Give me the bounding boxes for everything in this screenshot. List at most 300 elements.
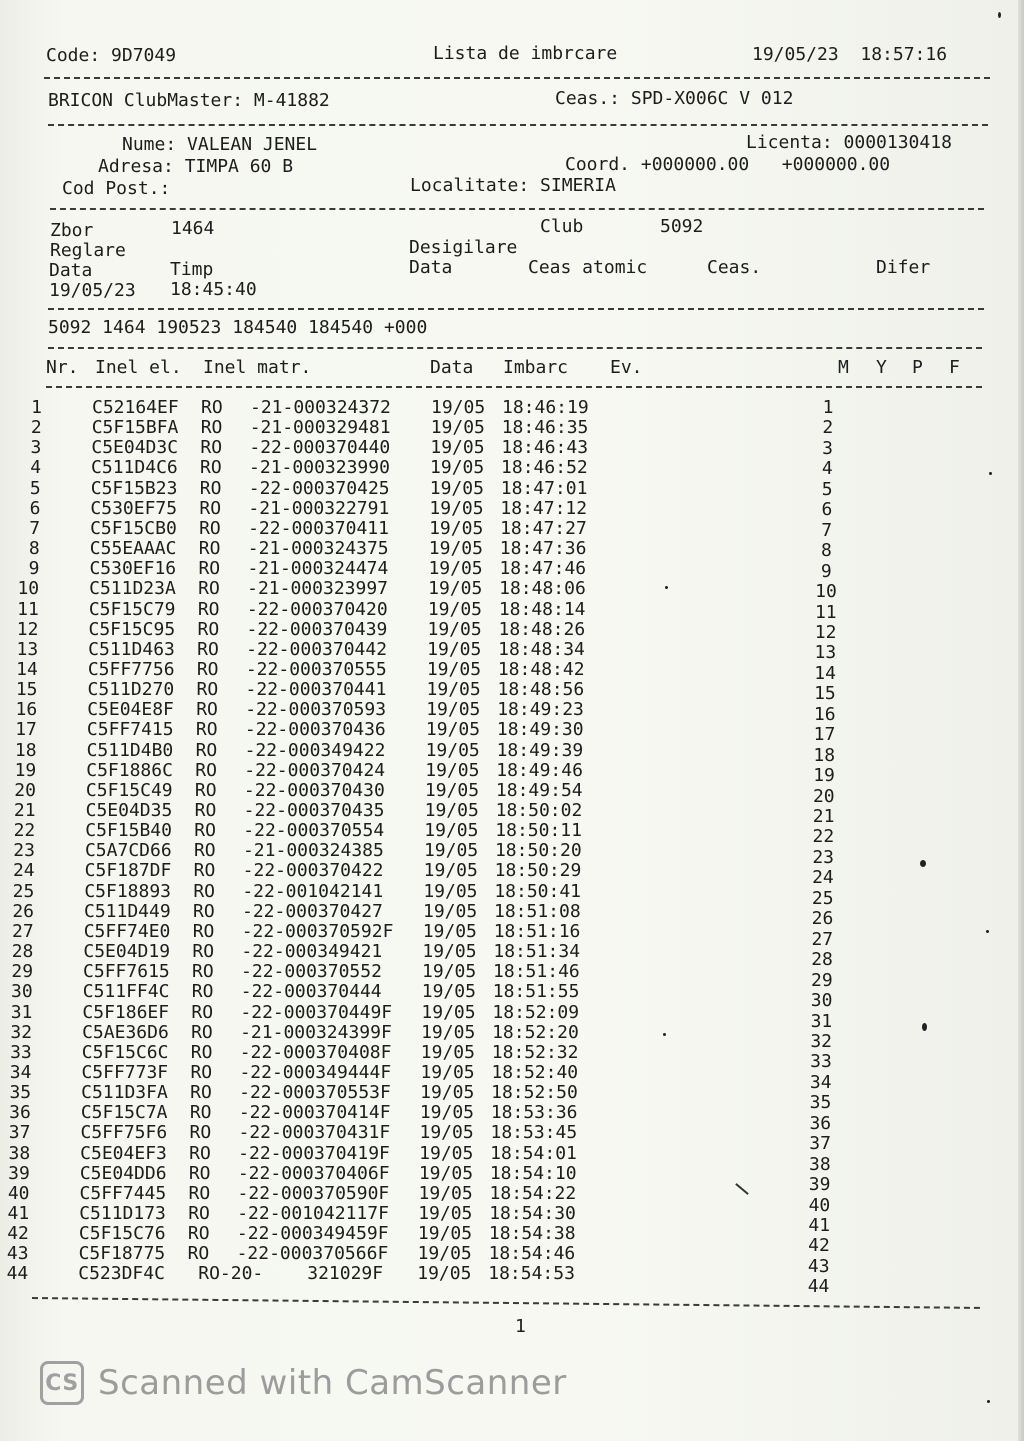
row-date: 19/05	[427, 618, 482, 640]
row-inel-matr: -22-000370430	[243, 779, 385, 801]
row-inel-el: C5FF7756	[87, 658, 175, 680]
table-row	[0, 499, 998, 519]
row-country: RO	[192, 941, 215, 963]
divider	[50, 208, 984, 210]
row-country: RO	[193, 840, 216, 862]
row-inel-el: C5E04D35	[85, 800, 173, 821]
row-inel-matr: -22-000370419F	[238, 1142, 390, 1164]
row-date: 19/05	[428, 558, 483, 580]
row-m: 10	[815, 581, 837, 603]
row-country: RO	[188, 1182, 211, 1204]
table-row	[0, 800, 994, 827]
row-inel-matr: -21-000324474	[247, 558, 389, 580]
row-inel-el: C5F15C7A	[80, 1102, 168, 1124]
row-m: 23	[812, 846, 834, 868]
row-inel-el: C5E04EF3	[80, 1142, 167, 1164]
row-date: 19/05	[423, 880, 478, 902]
row-inel-matr: -22-000370593	[245, 699, 387, 721]
row-m: 5	[821, 478, 833, 500]
row-time: 18:54:01	[490, 1142, 577, 1164]
row-time: 18:47:46	[499, 558, 587, 580]
table-row	[0, 941, 991, 971]
row-country: RO	[194, 800, 217, 821]
camscanner-watermark	[40, 1360, 567, 1406]
row-date: 19/05	[429, 517, 484, 539]
row-time: 18:50:29	[494, 860, 582, 882]
row-time: 18:51:46	[493, 961, 580, 983]
row-inel-el: C5F1886C	[86, 759, 173, 781]
row-time: 18:46:35	[501, 417, 589, 439]
row-inel-matr: -22-000370449F	[240, 1001, 393, 1023]
row-time: 18:48:14	[498, 598, 586, 620]
row-time: 18:47:36	[499, 538, 587, 560]
row-m: 11	[814, 601, 837, 623]
row-country: RO	[200, 437, 223, 459]
table-row	[0, 719, 995, 746]
row-nr: 11	[17, 598, 39, 620]
row-country: RO	[198, 538, 221, 560]
report-title: Lista de imbrcare	[433, 43, 618, 64]
row-nr: 17	[15, 719, 37, 741]
row-date: 19/05	[420, 1041, 475, 1063]
row-date: 19/05	[430, 457, 485, 479]
row-inel-matr: -22-000370436	[244, 719, 386, 741]
row-inel-el: C5FF7445	[79, 1182, 167, 1204]
row-inel-el: C5E04DD6	[79, 1162, 167, 1184]
row-nr: 10	[17, 578, 40, 600]
row-country: RO	[191, 981, 214, 1003]
row-nr: 7	[29, 517, 41, 539]
row-country: RO	[196, 699, 218, 721]
row-inel-el: C511D23A	[89, 578, 176, 600]
row-date: 19/05	[421, 1001, 476, 1023]
row-country: RO	[194, 820, 216, 842]
table-row	[0, 679, 996, 705]
watermark-text: Scanned with CamScanner	[98, 1363, 567, 1403]
row-inel-matr: -21-000324399F	[240, 1021, 392, 1043]
row-m: 25	[811, 887, 834, 909]
row-nr: 14	[16, 658, 38, 680]
row-nr: 29	[11, 961, 34, 983]
row-country: RO	[196, 658, 219, 680]
row-date: 19/05	[424, 820, 479, 842]
row-m: 42	[808, 1235, 830, 1257]
flight-summary: 5092 1464 190523 184540 184540 +000	[48, 317, 428, 338]
row-inel-matr: -21-000322791	[248, 497, 390, 519]
table-row	[0, 759, 994, 787]
row-inel-matr: -22-000370427	[242, 900, 383, 922]
row-country: RO	[199, 477, 222, 499]
table-row	[0, 860, 993, 889]
row-inel-el: C5F15BFA	[91, 417, 179, 439]
row-time: 18:53:45	[490, 1122, 578, 1144]
row-time: 18:52:32	[491, 1041, 579, 1063]
divider	[32, 1297, 980, 1309]
row-m: 15	[814, 683, 836, 705]
row-time: 18:50:11	[495, 820, 582, 842]
row-nr: 37	[8, 1122, 31, 1144]
row-date: 19/05	[426, 699, 481, 721]
row-inel-el: C511D4C6	[91, 457, 178, 479]
divider	[44, 77, 990, 79]
row-date: 19/05	[418, 1182, 473, 1204]
row-date: 19/05	[425, 739, 480, 761]
table-row	[0, 578, 997, 603]
row-country: RO	[190, 1082, 212, 1104]
row-inel-matr: -22-000370435	[243, 800, 385, 821]
row-time: 18:54:53	[488, 1263, 575, 1285]
row-nr: 12	[16, 618, 39, 640]
row-m: 39	[808, 1174, 831, 1196]
table-row	[0, 458, 999, 478]
row-m: 36	[809, 1112, 832, 1134]
camscanner-logo-icon: CS	[40, 1361, 84, 1405]
row-country: RO	[188, 1162, 211, 1184]
row-nr: 42	[7, 1223, 29, 1245]
row-inel-el: C55EAAAC	[89, 538, 177, 560]
row-m: 24	[812, 867, 834, 889]
row-time: 18:46:19	[502, 397, 589, 418]
row-m: 30	[810, 990, 833, 1012]
row-nr: 23	[13, 840, 35, 862]
row-time: 18:48:34	[498, 638, 585, 660]
row-time: 18:54:30	[489, 1203, 576, 1224]
row-country: RO	[189, 1122, 212, 1144]
row-time: 18:51:16	[493, 920, 581, 942]
row-m: 1	[822, 397, 834, 418]
row-time: 18:54:22	[489, 1182, 577, 1204]
divider	[48, 347, 982, 349]
scan-speck	[663, 1033, 666, 1036]
row-date: 19/05	[419, 1122, 474, 1144]
row-date: 19/05	[422, 961, 477, 983]
row-inel-el: C5F15CB0	[90, 517, 177, 539]
row-date: 19/05	[417, 1223, 473, 1245]
row-m: 33	[810, 1051, 832, 1073]
row-inel-el: C5FF74E0	[83, 920, 171, 942]
coordinates: Coord. +000000.00 +000000.00	[565, 154, 891, 175]
row-date: 19/05	[431, 397, 486, 418]
row-time: 18:52:20	[492, 1021, 579, 1043]
license-number: Licenta: 0000130418	[746, 132, 952, 153]
row-inel-el: C511D270	[87, 679, 175, 701]
row-date: 19/05	[423, 840, 479, 862]
row-m: 21	[812, 806, 835, 827]
row-inel-matr: -21-000323990	[249, 457, 390, 479]
table-row	[0, 840, 993, 868]
row-time: 18:47:01	[500, 477, 588, 499]
row-nr: 36	[9, 1102, 31, 1124]
row-country: RO	[195, 719, 218, 741]
row-date: 19/05	[428, 538, 483, 560]
col-imbarc: Imbarc	[503, 357, 569, 378]
row-inel-el: C5FF773F	[81, 1061, 169, 1083]
row-inel-matr: -22-000370431F	[238, 1122, 391, 1144]
reglare-date: 19/05/23	[49, 280, 136, 301]
row-inel-matr: -22-000370440	[249, 437, 391, 459]
row-nr: 41	[7, 1203, 30, 1224]
row-inel-el: C5FF75F6	[80, 1122, 168, 1144]
scan-speck	[998, 12, 1001, 18]
row-country: RO	[187, 1243, 210, 1265]
row-m: 35	[809, 1092, 832, 1114]
row-inel-matr: -22-000349421	[241, 941, 383, 963]
row-time: 18:51:34	[493, 941, 581, 963]
row-nr: 16	[15, 699, 38, 721]
row-m: 26	[811, 908, 834, 930]
row-date: 19/05	[427, 598, 482, 620]
table-row	[0, 638, 996, 664]
row-nr: 1	[31, 397, 42, 418]
table-row	[0, 438, 999, 458]
row-m: 18	[813, 744, 836, 766]
row-time: 18:48:56	[497, 679, 585, 701]
row-inel-el: C5E04E8F	[87, 699, 174, 721]
row-m: 41	[808, 1215, 831, 1236]
row-inel-matr: -22-000370408F	[239, 1041, 392, 1063]
row-time: 18:50:41	[494, 880, 582, 902]
row-country: RO	[189, 1102, 212, 1124]
report-datetime: 19/05/23 18:57:16	[752, 44, 948, 65]
row-m: 20	[812, 785, 835, 807]
row-country: RO	[190, 1041, 213, 1063]
row-inel-el: C511FF4C	[82, 981, 170, 1003]
row-country: RO	[196, 679, 219, 701]
table-row	[0, 820, 993, 848]
col-m: M	[838, 357, 849, 378]
row-nr: 19	[14, 759, 37, 781]
col-y: Y	[876, 357, 887, 378]
row-inel-matr: -22-000370592F	[241, 920, 394, 942]
row-inel-el: C523DF4C	[78, 1263, 165, 1285]
row-time: 18:51:08	[494, 900, 581, 922]
row-country: RO	[193, 880, 216, 902]
row-inel-matr: -22-000370406F	[237, 1162, 390, 1184]
row-country: RO	[195, 759, 217, 781]
row-inel-matr: -21-000324372	[250, 397, 391, 418]
row-date: 19/05	[425, 759, 480, 781]
row-inel-matr: -22-000349459F	[236, 1223, 389, 1245]
row-inel-matr: 321029F	[307, 1263, 384, 1285]
owner-name: Nume: VALEAN JENEL	[122, 134, 318, 155]
table-row	[0, 920, 992, 950]
row-nr: 27	[12, 920, 34, 942]
row-inel-matr: -22-000370444	[240, 981, 382, 1003]
row-country: RO	[189, 1142, 211, 1164]
row-inel-el: C5F186EF	[82, 1001, 170, 1023]
row-inel-matr: -22-001042117F	[237, 1203, 389, 1224]
row-inel-matr: -22-000349444F	[239, 1061, 392, 1083]
row-nr: 6	[29, 497, 41, 519]
row-time: 18:48:42	[497, 658, 585, 680]
row-date: 19/05	[418, 1203, 473, 1224]
row-time: 18:47:12	[500, 497, 588, 519]
row-date: 19/05	[419, 1102, 474, 1124]
row-date: 19/05	[430, 437, 485, 459]
row-inel-matr: -22-000370411	[248, 517, 389, 539]
row-time: 18:49:46	[496, 759, 583, 781]
col-ev: Ev.	[610, 357, 643, 378]
row-nr: 9	[28, 558, 40, 580]
table-row	[0, 598, 997, 623]
row-m: 8	[821, 540, 832, 562]
table-row	[0, 699, 995, 725]
row-nr: 2	[30, 417, 42, 439]
row-nr: 35	[9, 1082, 32, 1104]
row-country: RO	[193, 900, 215, 922]
row-nr: 8	[28, 538, 40, 560]
row-inel-el: C5F18893	[84, 880, 172, 902]
row-country: RO	[195, 739, 218, 761]
row-date: 19/05	[417, 1243, 472, 1265]
row-country: RO	[192, 920, 215, 942]
row-country: RO	[192, 961, 214, 983]
row-m: 34	[809, 1071, 832, 1093]
row-time: 18:50:02	[495, 800, 583, 821]
row-time: 18:49:30	[496, 719, 584, 741]
row-nr: 43	[6, 1243, 29, 1265]
club-label: Club	[540, 216, 584, 237]
row-inel-el: C511D4B0	[86, 739, 174, 761]
row-inel-matr: -22-000349422	[244, 739, 386, 761]
row-date: 19/05	[420, 1061, 475, 1083]
row-time: 18:46:52	[501, 457, 588, 479]
row-date: 19/05	[422, 920, 477, 942]
row-country: RO	[200, 457, 222, 479]
table-row	[0, 900, 992, 930]
row-nr: 28	[11, 941, 34, 963]
row-inel-el: C5F15B40	[85, 820, 172, 842]
timp-label: Timp	[170, 259, 214, 280]
row-country: RO	[198, 578, 220, 600]
row-inel-matr: -22-000370414F	[238, 1102, 391, 1124]
col-inel-matr: Inel matr.	[203, 357, 312, 378]
desigilare-data-label: Data	[409, 257, 453, 278]
page-number: 1	[515, 1316, 526, 1337]
row-inel-matr: -22-000370554	[243, 820, 385, 842]
scan-speck	[665, 586, 668, 589]
row-m: 43	[807, 1255, 830, 1277]
row-m: 32	[810, 1030, 833, 1052]
row-date: 19/05	[427, 638, 482, 660]
row-m: 19	[813, 765, 835, 787]
table-row	[0, 779, 994, 807]
row-time: 18:48:26	[498, 618, 586, 640]
difer-label: Difer	[876, 257, 931, 278]
row-nr: 4	[30, 457, 42, 479]
row-date: 19/05	[421, 981, 476, 1003]
table-row	[0, 880, 992, 909]
owner-address: Adresa: TIMPA 60 B	[98, 156, 294, 177]
row-nr: 3	[30, 437, 42, 459]
row-date: 19/05	[429, 477, 484, 499]
row-country: RO	[191, 1021, 213, 1043]
locality: Localitate: SIMERIA	[410, 175, 616, 196]
scan-speck	[987, 1400, 990, 1403]
row-m: 40	[808, 1194, 831, 1216]
row-inel-matr: -22-000370439	[246, 618, 388, 640]
clock-model: Ceas.: SPD-X006C V 012	[555, 88, 794, 109]
row-country: RO	[201, 397, 223, 418]
divider	[48, 308, 984, 310]
row-m: 27	[811, 928, 834, 950]
table-row	[0, 398, 1000, 418]
row-date: 19/05	[417, 1263, 472, 1285]
row-nr: 30	[11, 981, 33, 1003]
row-inel-el: C5F15C95	[88, 618, 176, 640]
col-nr: Nr.	[46, 357, 79, 378]
row-inel-el: C5F15B23	[90, 477, 178, 499]
row-inel-el: C5F187DF	[84, 860, 172, 882]
col-f: F	[949, 357, 960, 378]
row-time: 18:47:27	[500, 517, 587, 539]
row-date: 19/05	[425, 719, 481, 741]
desigilare-label: Desigilare	[409, 237, 518, 258]
row-nr: 38	[8, 1142, 31, 1164]
row-inel-el: C5E04D19	[83, 941, 171, 963]
row-m: 37	[809, 1133, 831, 1155]
row-inel-matr: -22-000370424	[244, 759, 386, 781]
col-inel-el: Inel el.	[95, 357, 182, 378]
row-m: 7	[821, 519, 833, 541]
row-country: RO	[199, 497, 222, 519]
row-inel-el: C511D463	[88, 638, 175, 660]
table-row	[0, 538, 998, 562]
row-inel-el: C511D3FA	[81, 1082, 168, 1104]
row-nr: 34	[9, 1061, 32, 1083]
row-nr: 13	[16, 638, 39, 660]
row-inel-el: C5F18775	[78, 1243, 166, 1265]
row-date: 19/05	[420, 1082, 475, 1104]
row-time: 18:49:54	[495, 779, 583, 801]
row-date: 19/05	[428, 578, 483, 600]
row-date: 19/05	[423, 860, 478, 882]
row-m: 31	[810, 1010, 833, 1032]
row-time: 18:54:10	[489, 1162, 577, 1184]
row-time: 18:54:46	[488, 1243, 576, 1265]
row-nr: 26	[12, 900, 34, 922]
row-time: 18:50:20	[494, 840, 582, 862]
row-country: RO	[188, 1203, 210, 1224]
row-date: 19/05	[424, 779, 480, 801]
row-m: 6	[821, 499, 833, 521]
row-nr: 33	[10, 1041, 32, 1063]
row-inel-matr: -22-000370422	[242, 860, 384, 882]
row-date: 19/05	[430, 417, 485, 439]
row-m: 13	[814, 642, 837, 664]
row-m: 4	[821, 458, 833, 480]
row-date: 19/05	[418, 1162, 474, 1184]
row-country: RO	[198, 558, 221, 580]
row-m: 29	[811, 969, 833, 991]
row-inel-matr: -22-000370425	[248, 477, 390, 499]
club-value: 5092	[660, 216, 704, 237]
row-inel-matr: -21-000323997	[247, 578, 389, 600]
row-m: 17	[813, 724, 836, 746]
row-inel-matr: -22-000370441	[245, 679, 387, 701]
row-inel-matr: -21-000324385	[242, 840, 384, 862]
col-data: Data	[430, 357, 474, 378]
zbor-label: Zbor	[50, 220, 94, 241]
row-inel-el: C5E04D3C	[91, 437, 179, 459]
row-country: RO	[199, 517, 221, 539]
row-inel-matr: -22-000370553F	[239, 1082, 391, 1104]
table-row	[0, 658, 996, 684]
row-nr: 22	[13, 820, 36, 842]
row-nr: 39	[8, 1162, 30, 1184]
row-country: RO	[187, 1223, 210, 1245]
divider	[46, 386, 982, 388]
